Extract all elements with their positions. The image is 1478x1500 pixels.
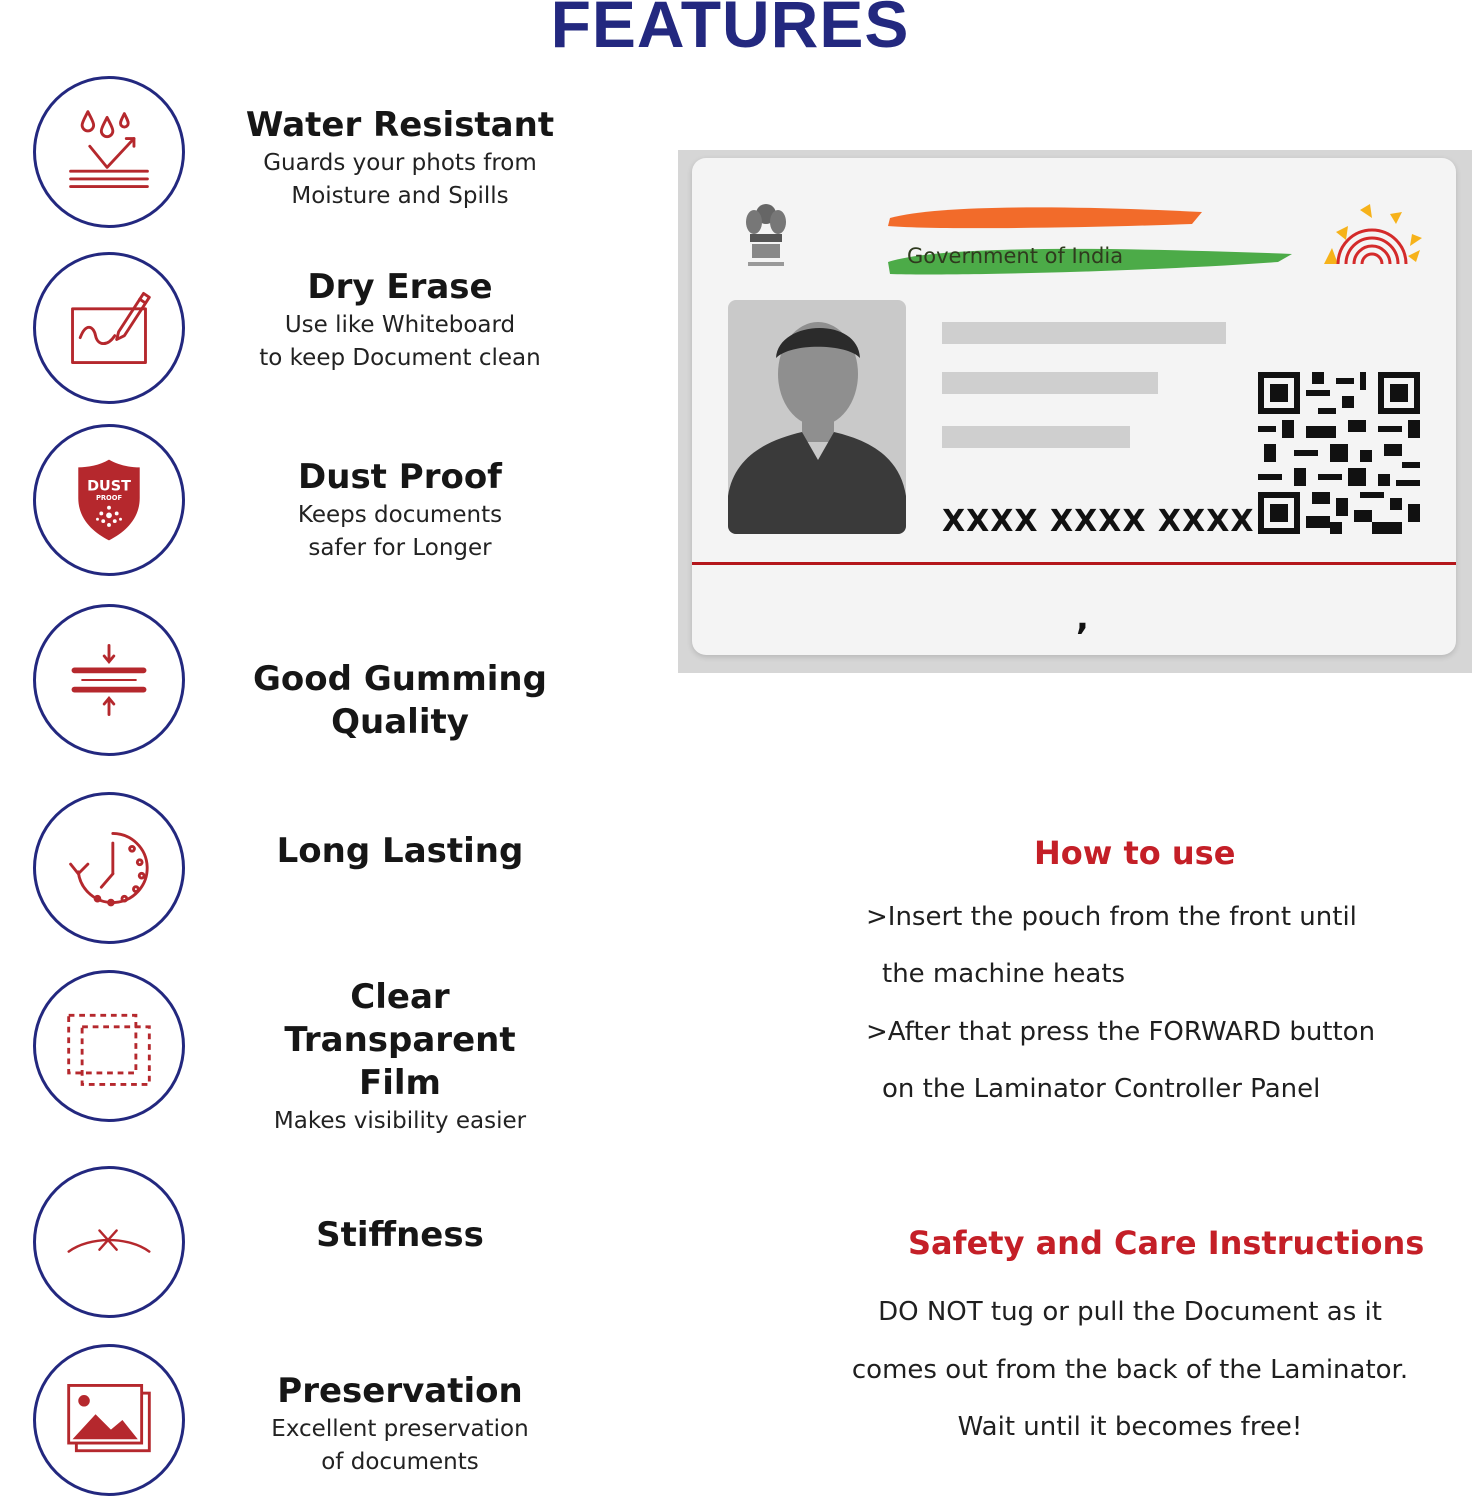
feature-title: Water Resistant bbox=[245, 105, 555, 145]
clock-arrow-icon bbox=[61, 820, 157, 916]
feature-title: Film bbox=[359, 1063, 441, 1103]
feature-title: Quality bbox=[331, 702, 469, 742]
feature-icon-circle bbox=[33, 1344, 185, 1496]
whiteboard-icon bbox=[61, 280, 157, 376]
instruction-line: >After that press the FORWARD button bbox=[866, 1017, 1376, 1047]
svg-text:PROOF: PROOF bbox=[95, 494, 123, 502]
feature-title: Dust Proof bbox=[298, 457, 502, 497]
feature-subtitle: to keep Document clean bbox=[259, 345, 541, 371]
safety-line: comes out from the back of the Laminator. bbox=[851, 1355, 1409, 1385]
feature-icon-circle bbox=[33, 970, 185, 1122]
stiffness-curve-icon bbox=[61, 1194, 157, 1290]
feature-subtitle: safer for Longer bbox=[308, 535, 492, 561]
feature-icon-circle bbox=[33, 76, 185, 228]
page-title: FEATURES bbox=[550, 0, 910, 61]
id-number: XXXX XXXX XXXX bbox=[942, 504, 1255, 539]
photo-placeholder bbox=[728, 300, 906, 534]
feature-icon-circle bbox=[33, 252, 185, 404]
card-divider bbox=[692, 562, 1456, 565]
svg-text:DUST: DUST bbox=[87, 478, 131, 495]
feature-subtitle: Use like Whiteboard bbox=[284, 312, 516, 338]
id-card bbox=[692, 158, 1456, 655]
feature-dry-erase bbox=[240, 266, 560, 375]
feature-icon-circle bbox=[33, 792, 185, 944]
text-placeholder-bar bbox=[942, 372, 1158, 394]
instruction-line: on the Laminator Controller Panel bbox=[882, 1074, 1321, 1104]
feature-title: Good Gumming bbox=[253, 659, 547, 699]
feature-icon-circle bbox=[33, 1166, 185, 1318]
emblem-icon bbox=[742, 200, 790, 276]
dust-proof-shield-icon bbox=[61, 452, 157, 548]
feature-icon-circle bbox=[33, 604, 185, 756]
feature-subtitle: Excellent preservation bbox=[271, 1416, 529, 1442]
card-footer-mark: , bbox=[1076, 598, 1089, 638]
feature-subtitle: Makes visibility easier bbox=[273, 1108, 527, 1134]
feature-title: Preservation bbox=[277, 1371, 523, 1411]
feature-subtitle: of documents bbox=[321, 1449, 479, 1475]
feature-stiffness bbox=[240, 1214, 560, 1257]
feature-water-resistant bbox=[240, 104, 560, 213]
safety-heading: Safety and Care Instructions bbox=[908, 1224, 1425, 1262]
feature-long-lasting bbox=[240, 830, 560, 873]
instruction-line: the machine heats bbox=[882, 959, 1126, 989]
safety-line: DO NOT tug or pull the Document as it bbox=[878, 1297, 1382, 1327]
text-placeholder-bar bbox=[942, 426, 1130, 448]
feature-subtitle: Guards your phots from bbox=[263, 150, 537, 176]
transparent-frame-icon bbox=[61, 998, 157, 1094]
person-avatar bbox=[728, 300, 906, 534]
feature-title: Stiffness bbox=[316, 1215, 484, 1255]
card-header-text: Government of India bbox=[907, 244, 1124, 268]
feature-subtitle: Moisture and Spills bbox=[291, 183, 509, 209]
fingerprint-logo-icon bbox=[1316, 204, 1426, 268]
feature-good-gumming bbox=[240, 658, 560, 744]
feature-icon-circle bbox=[33, 424, 185, 576]
instruction-line: >Insert the pouch from the front until bbox=[866, 902, 1357, 932]
water-resistant-icon bbox=[61, 104, 157, 200]
gumming-layers-icon bbox=[61, 632, 157, 728]
text-placeholder-bar bbox=[942, 322, 1226, 344]
feature-clear-transparent-film bbox=[240, 976, 560, 1138]
feature-subtitle: Keeps documents bbox=[297, 502, 503, 528]
how-to-use-heading: How to use bbox=[1034, 834, 1236, 872]
feature-preservation bbox=[240, 1370, 560, 1479]
photo-stack-icon bbox=[61, 1372, 157, 1468]
feature-dust-proof bbox=[240, 456, 560, 565]
tricolor-brush-strokes bbox=[882, 198, 1302, 288]
feature-title: Long Lasting bbox=[276, 831, 524, 871]
feature-title: Clear Transparent bbox=[284, 977, 516, 1060]
feature-title: Dry Erase bbox=[307, 267, 493, 307]
qr-code-icon bbox=[1258, 372, 1420, 534]
safety-line: Wait until it becomes free! bbox=[957, 1412, 1303, 1442]
